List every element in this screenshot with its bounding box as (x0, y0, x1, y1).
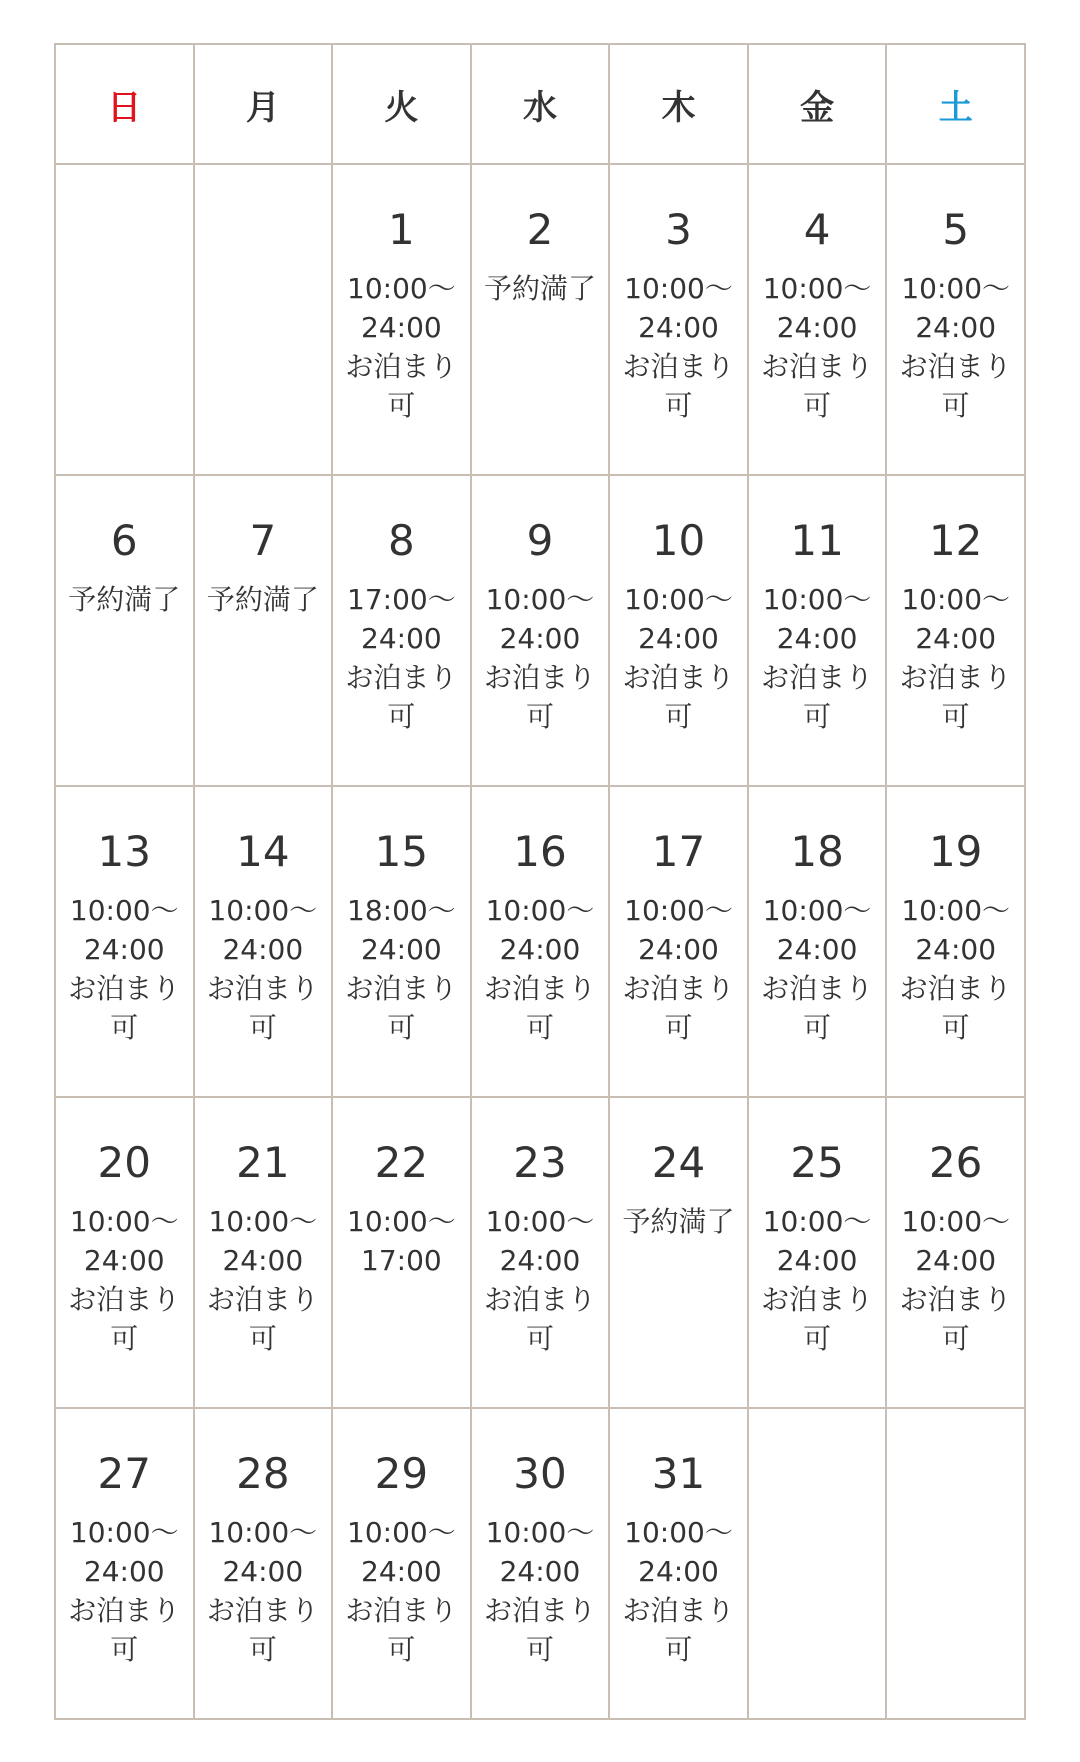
week-row (55, 1097, 1025, 1408)
calendar-day-cell (332, 475, 471, 786)
weekday-sunday: 日 (55, 44, 194, 164)
day-availability: 10:00〜 24:00 お泊まり 可 (899, 583, 1012, 733)
day-number: 24 (651, 1138, 706, 1187)
day-number: 20 (97, 1138, 151, 1187)
weekday-row (55, 44, 1025, 164)
day-number: 6 (110, 516, 138, 565)
day-availability: 10:00〜 24:00 お泊まり 可 (483, 1516, 596, 1666)
day-number: 17 (651, 827, 706, 876)
weekday-thursday: 木 (609, 44, 748, 164)
day-availability: 10:00〜 24:00 お泊まり 可 (761, 894, 874, 1044)
day-number: 3 (665, 205, 692, 254)
calendar-empty-cell (886, 1408, 1025, 1719)
day-availability: 17:00〜 24:00 お泊まり 可 (345, 583, 458, 733)
day-availability: 10:00〜 24:00 お泊まり 可 (68, 894, 181, 1044)
calendar-day-cell (748, 475, 887, 786)
calendar-empty-cell (55, 164, 194, 475)
week-row (55, 1408, 1025, 1719)
day-number: 23 (513, 1138, 567, 1187)
reservation-calendar (54, 43, 1026, 1720)
weekday-friday: 金 (748, 44, 887, 164)
day-number: 11 (790, 516, 844, 565)
day-availability: 10:00〜 24:00 お泊まり 可 (761, 272, 874, 422)
calendar-day-cell (471, 475, 610, 786)
day-availability: 10:00〜 24:00 お泊まり 可 (206, 894, 319, 1044)
calendar-day-cell (332, 1408, 471, 1719)
day-availability: 10:00〜 24:00 お泊まり 可 (68, 1205, 181, 1355)
day-availability: 10:00〜 17:00 (347, 1205, 456, 1277)
day-availability: 予約満了 (622, 1205, 735, 1238)
weekday-monday: 月 (194, 44, 333, 164)
day-availability: 10:00〜 24:00 お泊まり 可 (899, 894, 1012, 1044)
calendar-day-cell (471, 1408, 610, 1719)
weekday-tuesday: 火 (332, 44, 471, 164)
week-row (55, 475, 1025, 786)
calendar-day-cell (194, 1408, 333, 1719)
calendar-day-cell (609, 164, 748, 475)
calendar-day-cell (332, 1097, 471, 1408)
calendar-day-cell (609, 475, 748, 786)
calendar-day-cell (332, 786, 471, 1097)
day-number: 25 (790, 1138, 844, 1187)
day-availability: 10:00〜 24:00 お泊まり 可 (345, 1516, 458, 1666)
calendar-day-cell (886, 1097, 1025, 1408)
day-number: 28 (236, 1449, 290, 1498)
calendar-day-cell (194, 475, 333, 786)
day-availability: 10:00〜 24:00 お泊まり 可 (206, 1205, 319, 1355)
day-number: 26 (928, 1138, 983, 1187)
day-number: 31 (651, 1449, 706, 1498)
weekday-saturday: 土 (886, 44, 1025, 164)
week-row (55, 164, 1025, 475)
day-number: 27 (97, 1449, 151, 1498)
day-availability: 10:00〜 24:00 お泊まり 可 (622, 894, 735, 1044)
day-number: 9 (526, 516, 554, 565)
day-number: 7 (249, 516, 277, 565)
day-number: 4 (803, 205, 831, 254)
calendar-day-cell (55, 786, 194, 1097)
day-availability: 10:00〜 24:00 お泊まり 可 (206, 1516, 319, 1666)
day-availability: 予約満了 (68, 583, 181, 616)
day-availability: 18:00〜 24:00 お泊まり 可 (345, 894, 458, 1044)
day-availability: 10:00〜 24:00 お泊まり 可 (483, 583, 596, 733)
calendar-empty-cell (748, 1408, 887, 1719)
day-number: 8 (388, 516, 415, 565)
calendar-day-cell (886, 164, 1025, 475)
calendar-day-cell (609, 1097, 748, 1408)
day-number: 14 (236, 827, 290, 876)
calendar-day-cell (55, 475, 194, 786)
day-number: 13 (97, 827, 151, 876)
day-availability: 10:00〜 24:00 お泊まり 可 (345, 272, 458, 422)
day-number: 10 (651, 516, 706, 565)
day-number: 5 (942, 205, 970, 254)
day-number: 12 (928, 516, 983, 565)
day-availability: 10:00〜 24:00 お泊まり 可 (622, 583, 735, 733)
calendar-day-cell (748, 1097, 887, 1408)
calendar-day-cell (332, 164, 471, 475)
day-availability: 10:00〜 24:00 お泊まり 可 (899, 1205, 1012, 1355)
day-number: 22 (374, 1138, 429, 1187)
calendar-day-cell (886, 475, 1025, 786)
weekday-wednesday: 水 (471, 44, 610, 164)
calendar-header (55, 44, 1025, 164)
day-number: 1 (388, 205, 415, 254)
day-number: 19 (928, 827, 983, 876)
day-number: 30 (513, 1449, 567, 1498)
day-availability: 10:00〜 24:00 お泊まり 可 (68, 1516, 181, 1666)
calendar-day-cell (55, 1097, 194, 1408)
day-number: 2 (526, 205, 554, 254)
calendar-day-cell (55, 1408, 194, 1719)
calendar-day-cell (886, 786, 1025, 1097)
day-number: 15 (374, 827, 429, 876)
calendar-day-cell (194, 786, 333, 1097)
calendar-day-cell (471, 1097, 610, 1408)
day-availability: 予約満了 (206, 583, 319, 616)
day-availability: 10:00〜 24:00 お泊まり 可 (761, 1205, 874, 1355)
day-availability: 予約満了 (483, 272, 596, 305)
calendar-day-cell (471, 786, 610, 1097)
day-availability: 10:00〜 24:00 お泊まり 可 (483, 894, 596, 1044)
day-number: 21 (236, 1138, 290, 1187)
calendar-day-cell (471, 164, 610, 475)
week-row (55, 786, 1025, 1097)
day-availability: 10:00〜 24:00 お泊まり 可 (899, 272, 1012, 422)
day-number: 18 (790, 827, 844, 876)
calendar-day-cell (609, 786, 748, 1097)
calendar-day-cell (609, 1408, 748, 1719)
day-number: 16 (513, 827, 567, 876)
calendar-day-cell (748, 164, 887, 475)
calendar-body (55, 164, 1025, 1719)
day-availability: 10:00〜 24:00 お泊まり 可 (622, 272, 735, 422)
calendar-day-cell (748, 786, 887, 1097)
calendar-day-cell (194, 1097, 333, 1408)
day-availability: 10:00〜 24:00 お泊まり 可 (761, 583, 874, 733)
calendar-empty-cell (194, 164, 333, 475)
day-number: 29 (374, 1449, 429, 1498)
day-availability: 10:00〜 24:00 お泊まり 可 (622, 1516, 735, 1666)
day-availability: 10:00〜 24:00 お泊まり 可 (483, 1205, 596, 1355)
